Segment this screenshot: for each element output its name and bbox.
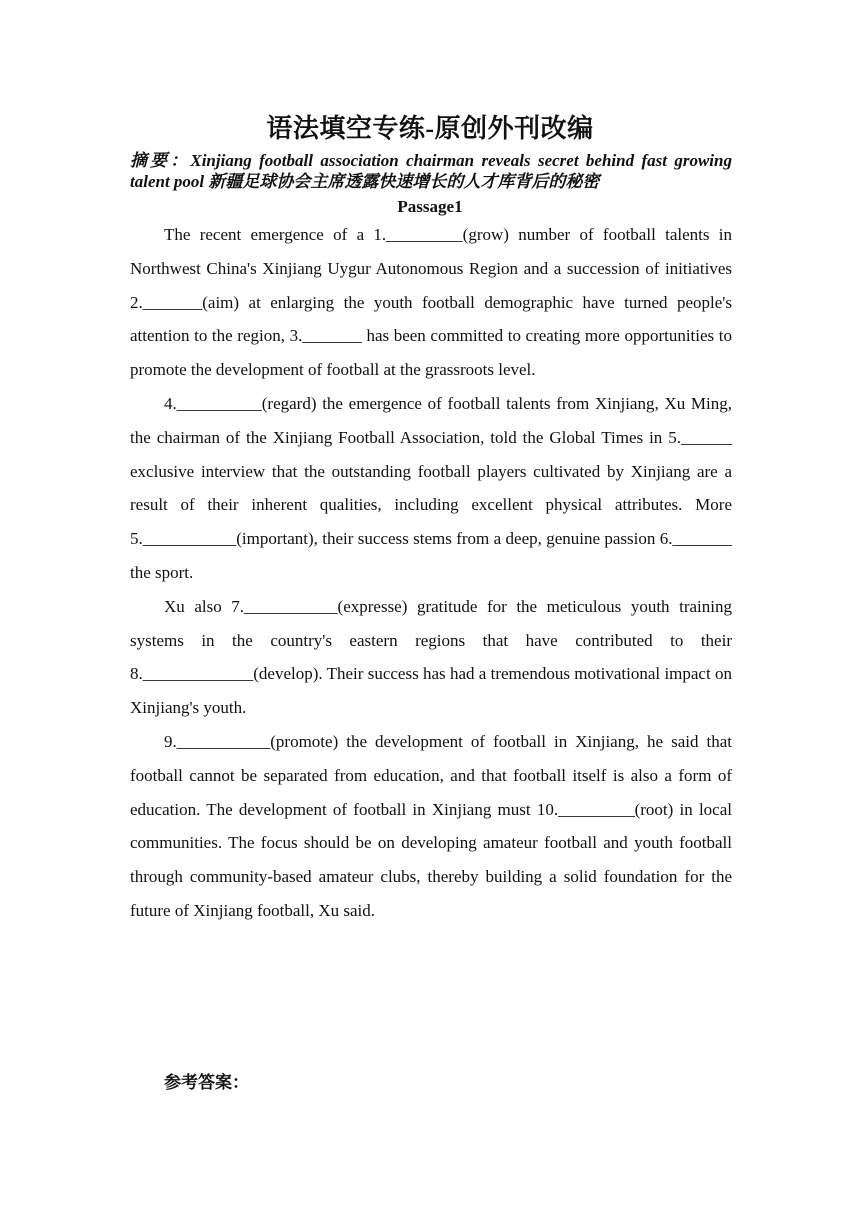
paragraph-4: 9.___________(promote) the development of football in Xinjiang, he said that football cannot be separated from education, and that football itself is also a form of education. The development of football in Xinjiang must 10._________(root) in local communities. The focus should be on developing amateur football and youth football through community-based amateur clubs, thereby building a solid foundation for the future of Xinjiang football, Xu said. [130,731,732,920]
passage-body [130,218,732,928]
paragraph-3: Xu also 7.___________(expresse) gratitude for the meticulous youth training systems in the country's eastern regions that have contributed to their 8._____________(develop). Their success has had a tremendous motivational impact on Xinjiang's youth. [130,596,732,718]
summary: 摘要：Xinjiang football association chairman reveals secret behind fast growing talent pool 新疆足球协会主席透露快速增长的人才库背后的秘密 [130,151,732,191]
page-title: 语法填空专练-原创外刊改编 [266,114,594,143]
answer-heading: 参考答案： [164,1073,249,1092]
paragraph-1: The recent emergence of a 1._________(grow) number of football talents in Northwest China's Xinjiang Uygur Autonomous Region and a succession of initiatives 2._______(aim) at enlarging the youth football demographic have turned people's attention to the region, 3._______ has been committed to creating more opportunities to promote the development of football at the grassroots level. [130,225,732,380]
paragraph-2: 4.__________(regard) the emergence of football talents from Xinjiang, Xu Ming, the chairman of the Xinjiang Football Association, told the Global Times in 5.______ exclusive interview that the outstanding football players cultivated by Xinjiang are a result of their inherent qualities, including excellent physical attributes. More 5.___________(important), their success stems from a deep, genuine passion 6._______ the sport. [130,393,732,582]
passage-title: Passage1 [397,197,463,216]
